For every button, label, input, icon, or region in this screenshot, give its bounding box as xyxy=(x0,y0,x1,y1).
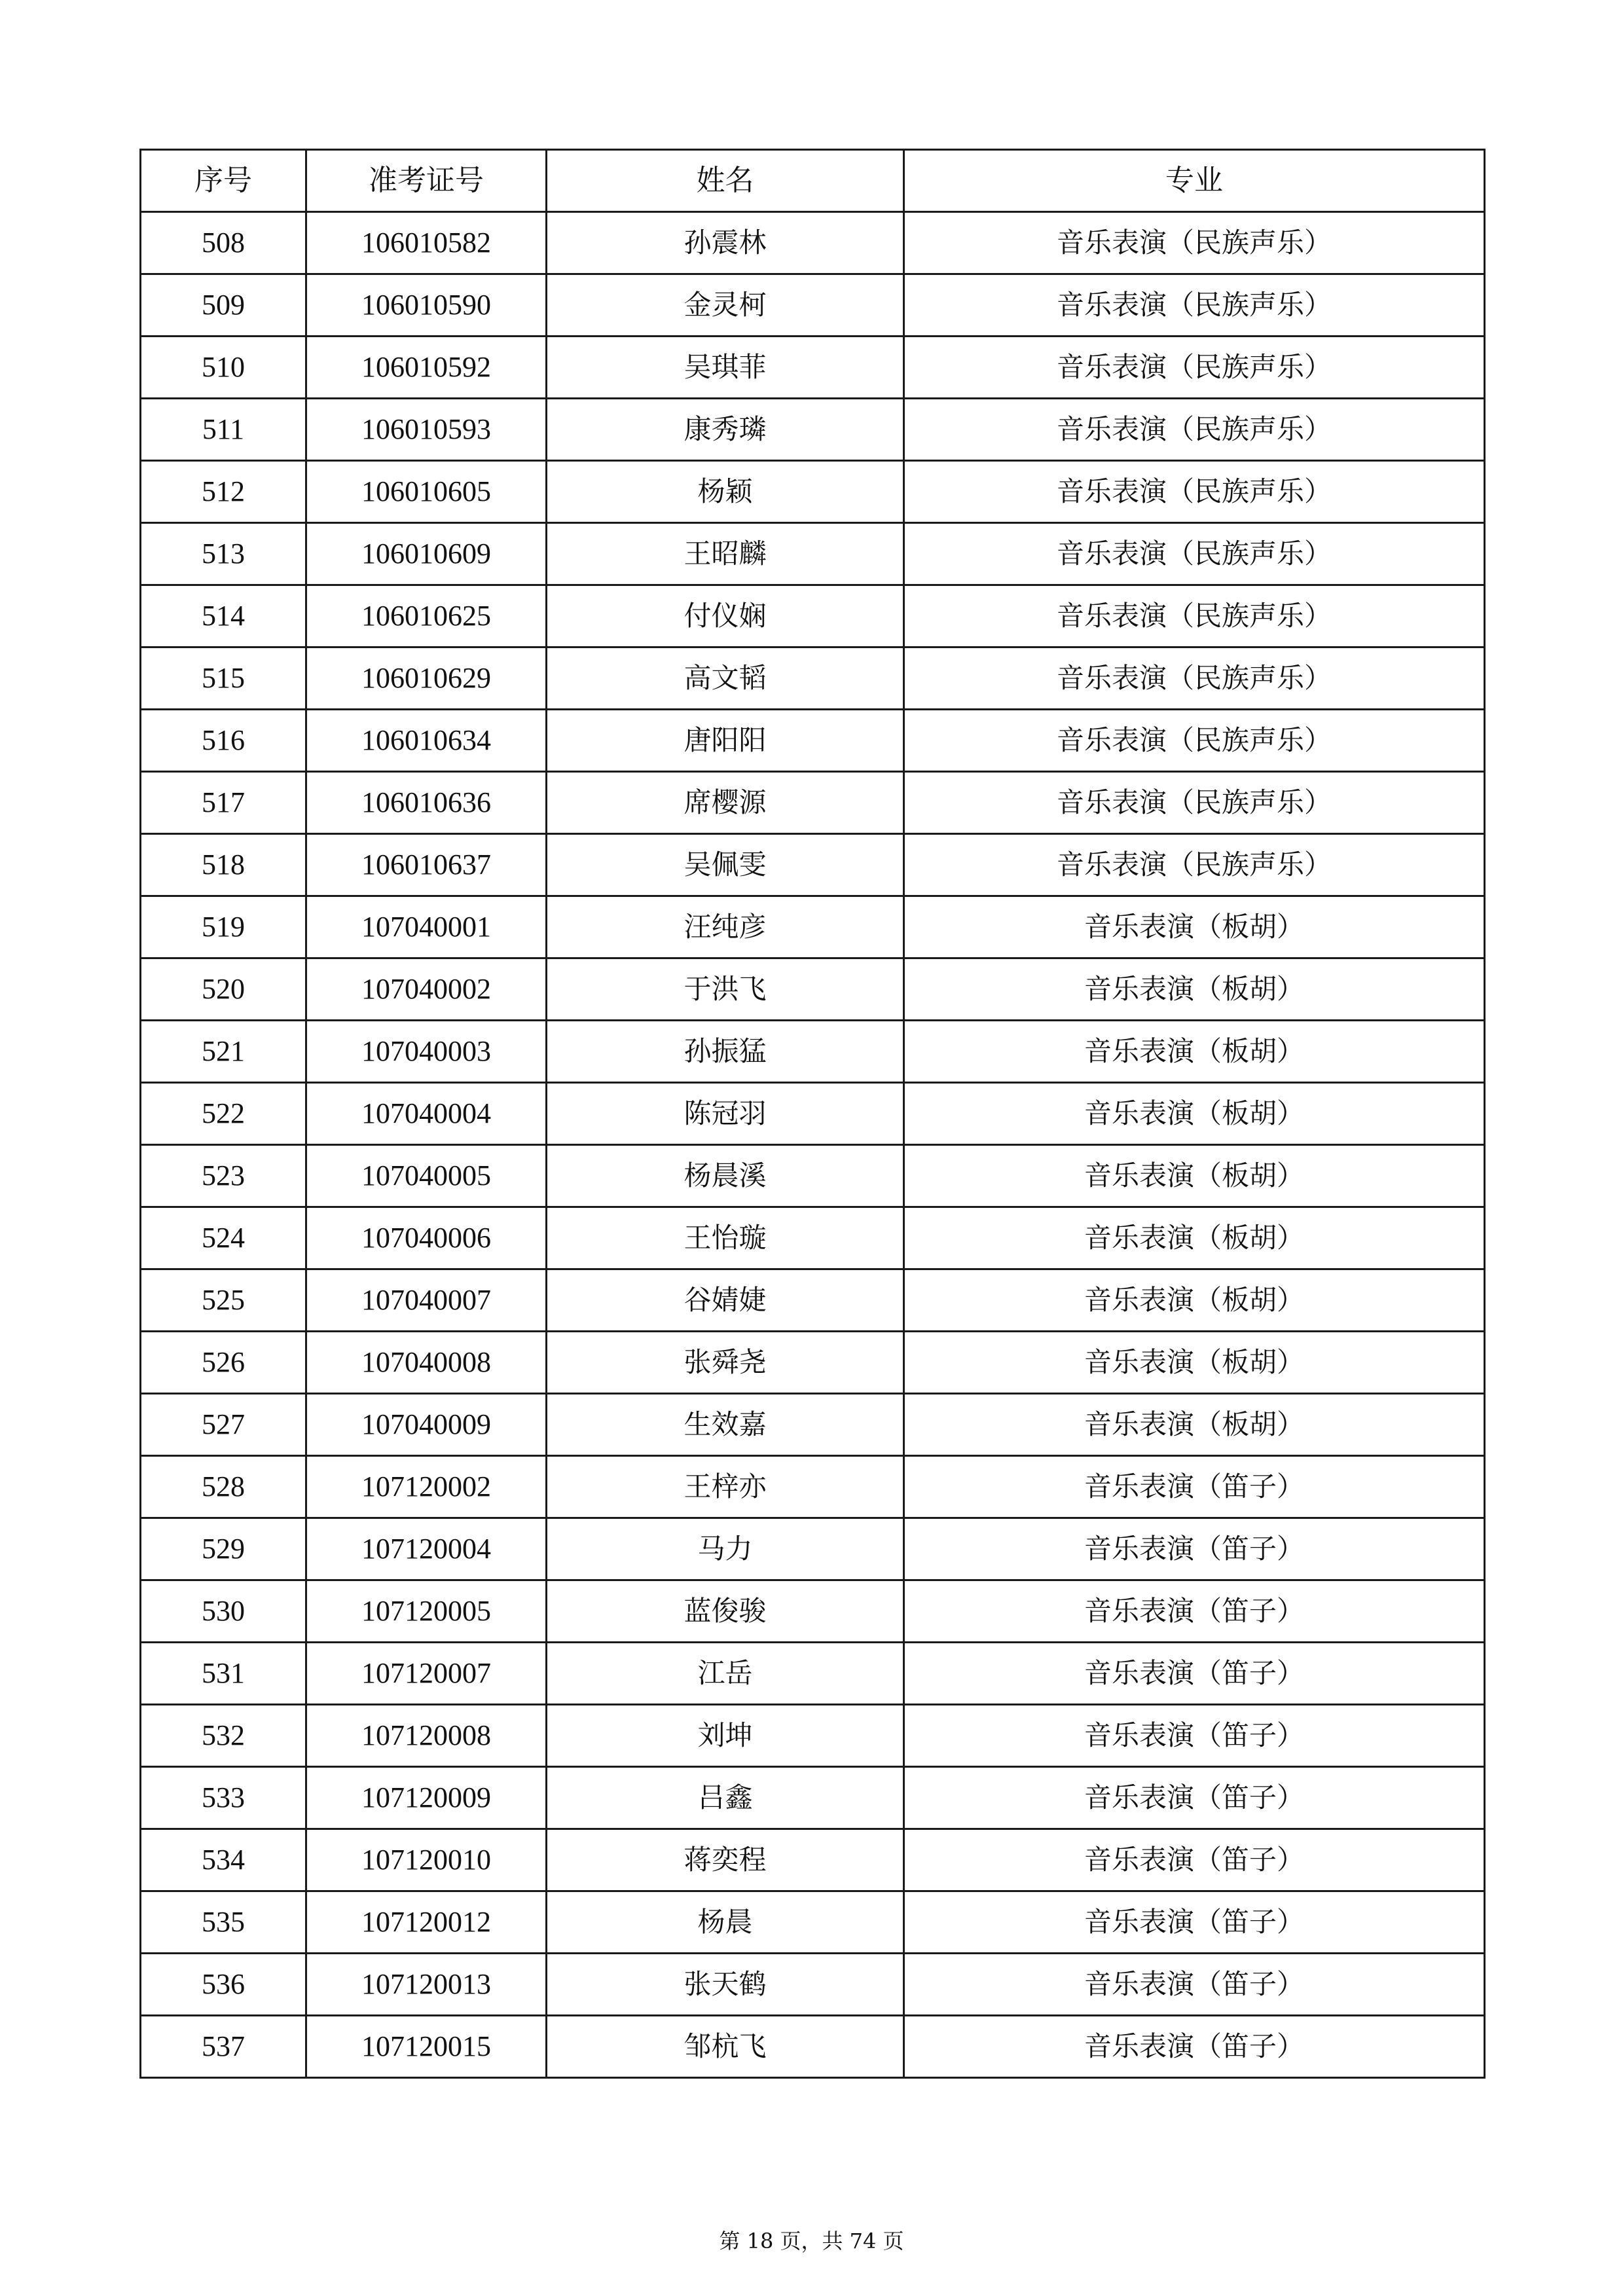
cell-major: 音乐表演（笛子） xyxy=(904,1456,1485,1518)
table-row xyxy=(141,1580,1485,1643)
table-row xyxy=(141,834,1485,896)
cell-serial-number: 519 xyxy=(141,896,306,958)
cell-name: 生效嘉 xyxy=(547,1394,904,1456)
cell-ticket-number: 107040004 xyxy=(306,1083,547,1145)
cell-major: 音乐表演（板胡） xyxy=(904,1083,1485,1145)
cell-ticket-number: 107120008 xyxy=(306,1705,547,1767)
cell-ticket-number: 107040007 xyxy=(306,1269,547,1332)
table-row xyxy=(141,1021,1485,1083)
cell-ticket-number: 106010590 xyxy=(306,274,547,337)
cell-name: 蒋奕程 xyxy=(547,1829,904,1891)
header-name: 姓名 xyxy=(547,150,904,212)
table-row xyxy=(141,274,1485,337)
cell-name: 陈冠羽 xyxy=(547,1083,904,1145)
cell-major: 音乐表演（笛子） xyxy=(904,1580,1485,1643)
cell-major: 音乐表演（板胡） xyxy=(904,896,1485,958)
cell-major: 音乐表演（笛子） xyxy=(904,1767,1485,1829)
cell-ticket-number: 107120007 xyxy=(306,1643,547,1705)
table-row xyxy=(141,1829,1485,1891)
cell-name: 王怡璇 xyxy=(547,1207,904,1269)
cell-ticket-number: 106010593 xyxy=(306,399,547,461)
cell-ticket-number: 106010605 xyxy=(306,461,547,523)
cell-ticket-number: 106010582 xyxy=(306,212,547,274)
table-row xyxy=(141,1083,1485,1145)
cell-major: 音乐表演（民族声乐） xyxy=(904,337,1485,399)
cell-serial-number: 527 xyxy=(141,1394,306,1456)
cell-name: 吴琪菲 xyxy=(547,337,904,399)
cell-major: 音乐表演（民族声乐） xyxy=(904,585,1485,647)
cell-name: 杨晨 xyxy=(547,1891,904,1954)
cell-name: 席樱源 xyxy=(547,772,904,834)
cell-ticket-number: 106010592 xyxy=(306,337,547,399)
cell-name: 刘坤 xyxy=(547,1705,904,1767)
cell-ticket-number: 107120002 xyxy=(306,1456,547,1518)
cell-name: 孙震林 xyxy=(547,212,904,274)
cell-serial-number: 525 xyxy=(141,1269,306,1332)
cell-name: 汪纯彦 xyxy=(547,896,904,958)
cell-major: 音乐表演（民族声乐） xyxy=(904,523,1485,585)
cell-name: 张舜尧 xyxy=(547,1332,904,1394)
table-row xyxy=(141,1767,1485,1829)
cell-name: 谷婧婕 xyxy=(547,1269,904,1332)
cell-serial-number: 535 xyxy=(141,1891,306,1954)
cell-name: 康秀璘 xyxy=(547,399,904,461)
cell-serial-number: 522 xyxy=(141,1083,306,1145)
table-row xyxy=(141,1891,1485,1954)
table-row xyxy=(141,1954,1485,2016)
cell-serial-number: 523 xyxy=(141,1145,306,1207)
roster-table xyxy=(139,149,1486,2079)
cell-serial-number: 508 xyxy=(141,212,306,274)
cell-serial-number: 511 xyxy=(141,399,306,461)
cell-serial-number: 524 xyxy=(141,1207,306,1269)
table-row xyxy=(141,461,1485,523)
cell-serial-number: 531 xyxy=(141,1643,306,1705)
table-row xyxy=(141,958,1485,1021)
cell-ticket-number: 107120004 xyxy=(306,1518,547,1580)
cell-serial-number: 515 xyxy=(141,647,306,710)
cell-ticket-number: 107040002 xyxy=(306,958,547,1021)
header-major: 专业 xyxy=(904,150,1485,212)
cell-name: 吕鑫 xyxy=(547,1767,904,1829)
cell-ticket-number: 107040006 xyxy=(306,1207,547,1269)
cell-major: 音乐表演（板胡） xyxy=(904,1207,1485,1269)
table-row xyxy=(141,647,1485,710)
cell-ticket-number: 107040008 xyxy=(306,1332,547,1394)
table-row xyxy=(141,585,1485,647)
cell-serial-number: 529 xyxy=(141,1518,306,1580)
cell-name: 付仪娴 xyxy=(547,585,904,647)
cell-ticket-number: 106010609 xyxy=(306,523,547,585)
cell-serial-number: 516 xyxy=(141,710,306,772)
cell-major: 音乐表演（民族声乐） xyxy=(904,772,1485,834)
cell-major: 音乐表演（民族声乐） xyxy=(904,647,1485,710)
cell-name: 高文韬 xyxy=(547,647,904,710)
table-row xyxy=(141,523,1485,585)
table-body xyxy=(141,212,1485,2078)
header-serial-number: 序号 xyxy=(141,150,306,212)
cell-major: 音乐表演（笛子） xyxy=(904,1891,1485,1954)
cell-name: 杨颖 xyxy=(547,461,904,523)
cell-major: 音乐表演（民族声乐） xyxy=(904,834,1485,896)
cell-major: 音乐表演（民族声乐） xyxy=(904,212,1485,274)
table-row xyxy=(141,212,1485,274)
cell-ticket-number: 106010637 xyxy=(306,834,547,896)
table-row xyxy=(141,337,1485,399)
cell-serial-number: 528 xyxy=(141,1456,306,1518)
cell-name: 邹杭飞 xyxy=(547,2016,904,2078)
cell-major: 音乐表演（板胡） xyxy=(904,1021,1485,1083)
cell-major: 音乐表演（民族声乐） xyxy=(904,399,1485,461)
cell-major: 音乐表演（民族声乐） xyxy=(904,461,1485,523)
table-row xyxy=(141,710,1485,772)
cell-serial-number: 530 xyxy=(141,1580,306,1643)
cell-serial-number: 533 xyxy=(141,1767,306,1829)
cell-name: 于洪飞 xyxy=(547,958,904,1021)
cell-serial-number: 509 xyxy=(141,274,306,337)
table-row xyxy=(141,2016,1485,2078)
page-number: 第 18 页，共 74 页 xyxy=(719,2229,904,2253)
cell-ticket-number: 106010629 xyxy=(306,647,547,710)
cell-serial-number: 537 xyxy=(141,2016,306,2078)
cell-name: 唐阳阳 xyxy=(547,710,904,772)
table-row xyxy=(141,1518,1485,1580)
cell-serial-number: 510 xyxy=(141,337,306,399)
cell-major: 音乐表演（笛子） xyxy=(904,1643,1485,1705)
table-row xyxy=(141,1145,1485,1207)
table-row xyxy=(141,1269,1485,1332)
cell-serial-number: 512 xyxy=(141,461,306,523)
table-header-row xyxy=(141,150,1485,212)
cell-ticket-number: 107120009 xyxy=(306,1767,547,1829)
cell-major: 音乐表演（板胡） xyxy=(904,1269,1485,1332)
cell-name: 金灵柯 xyxy=(547,274,904,337)
cell-ticket-number: 107120015 xyxy=(306,2016,547,2078)
cell-name: 孙振猛 xyxy=(547,1021,904,1083)
cell-serial-number: 536 xyxy=(141,1954,306,2016)
cell-major: 音乐表演（板胡） xyxy=(904,1394,1485,1456)
cell-ticket-number: 107040005 xyxy=(306,1145,547,1207)
cell-major: 音乐表演（民族声乐） xyxy=(904,274,1485,337)
cell-serial-number: 513 xyxy=(141,523,306,585)
table-row xyxy=(141,1643,1485,1705)
table-row xyxy=(141,1394,1485,1456)
cell-ticket-number: 107040003 xyxy=(306,1021,547,1083)
cell-name: 江岳 xyxy=(547,1643,904,1705)
cell-ticket-number: 106010625 xyxy=(306,585,547,647)
cell-ticket-number: 106010634 xyxy=(306,710,547,772)
cell-name: 马力 xyxy=(547,1518,904,1580)
cell-ticket-number: 107120010 xyxy=(306,1829,547,1891)
cell-major: 音乐表演（板胡） xyxy=(904,1332,1485,1394)
header-ticket-number: 准考证号 xyxy=(306,150,547,212)
cell-serial-number: 517 xyxy=(141,772,306,834)
cell-ticket-number: 107120012 xyxy=(306,1891,547,1954)
cell-serial-number: 514 xyxy=(141,585,306,647)
cell-major: 音乐表演（笛子） xyxy=(904,1705,1485,1767)
table-row xyxy=(141,1207,1485,1269)
cell-major: 音乐表演（笛子） xyxy=(904,1829,1485,1891)
table-row xyxy=(141,1332,1485,1394)
cell-major: 音乐表演（笛子） xyxy=(904,1954,1485,2016)
cell-serial-number: 532 xyxy=(141,1705,306,1767)
cell-major: 音乐表演（民族声乐） xyxy=(904,710,1485,772)
table-row xyxy=(141,772,1485,834)
table-row xyxy=(141,399,1485,461)
cell-ticket-number: 107120005 xyxy=(306,1580,547,1643)
cell-name: 王昭麟 xyxy=(547,523,904,585)
cell-name: 王梓亦 xyxy=(547,1456,904,1518)
cell-major: 音乐表演（笛子） xyxy=(904,1518,1485,1580)
cell-ticket-number: 107040001 xyxy=(306,896,547,958)
cell-name: 蓝俊骏 xyxy=(547,1580,904,1643)
cell-major: 音乐表演（板胡） xyxy=(904,958,1485,1021)
cell-serial-number: 520 xyxy=(141,958,306,1021)
cell-ticket-number: 107120013 xyxy=(306,1954,547,2016)
cell-name: 吴佩雯 xyxy=(547,834,904,896)
table-row xyxy=(141,1456,1485,1518)
cell-serial-number: 521 xyxy=(141,1021,306,1083)
cell-serial-number: 526 xyxy=(141,1332,306,1394)
cell-serial-number: 518 xyxy=(141,834,306,896)
cell-serial-number: 534 xyxy=(141,1829,306,1891)
cell-major: 音乐表演（板胡） xyxy=(904,1145,1485,1207)
cell-name: 张天鹤 xyxy=(547,1954,904,2016)
cell-major: 音乐表演（笛子） xyxy=(904,2016,1485,2078)
cell-ticket-number: 107040009 xyxy=(306,1394,547,1456)
cell-ticket-number: 106010636 xyxy=(306,772,547,834)
table-row xyxy=(141,1705,1485,1767)
table-row xyxy=(141,896,1485,958)
cell-name: 杨晨溪 xyxy=(547,1145,904,1207)
